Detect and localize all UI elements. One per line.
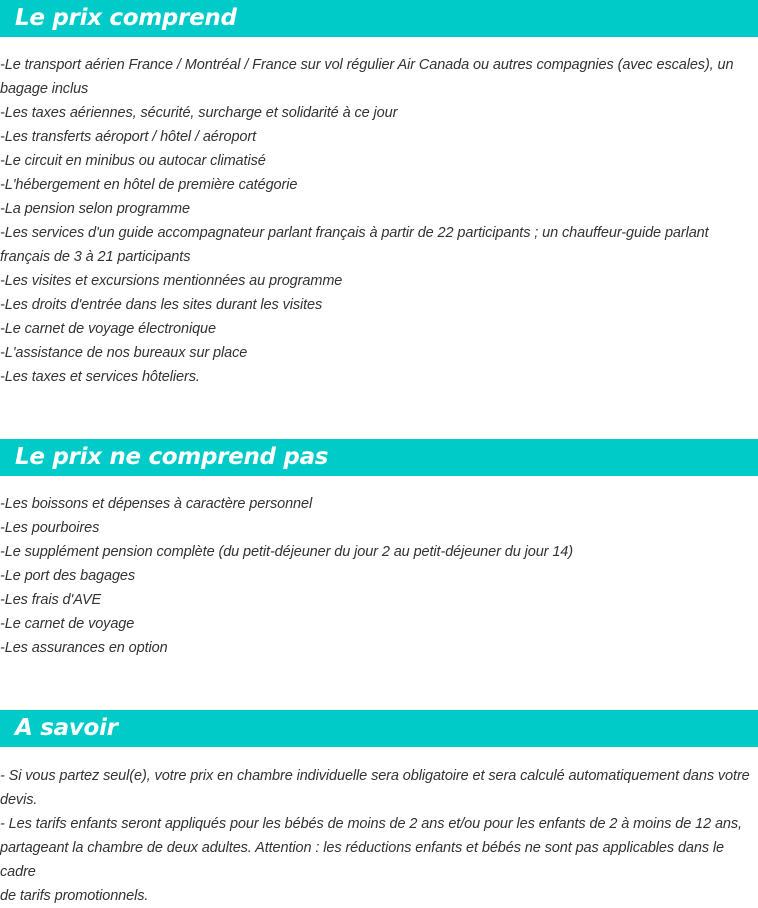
section-body-good-to-know: [0, 764, 758, 908]
section-title-good-to-know: A savoir: [0, 710, 758, 747]
list-item: -Les boissons et dépenses à caractère personnel: [0, 496, 313, 512]
list-item: -Le transport aérien France / Montréal / France sur vol régulier Air Canada ou autres compagnies (avec escales), un: [0, 57, 734, 73]
list-item: -Le carnet de voyage électronique: [0, 321, 216, 337]
section-title-price-includes: Le prix comprend: [0, 0, 758, 37]
list-item: devis.: [0, 792, 38, 808]
list-item: -Les frais d'AVE: [0, 592, 102, 608]
section-body-price-includes: [0, 53, 758, 389]
list-item: français de 3 à 21 participants: [0, 249, 191, 265]
list-item: -Le supplément pension complète (du petit-déjeuner du jour 2 au petit-déjeuner du jour 14): [0, 544, 573, 560]
list-item: -L'assistance de nos bureaux sur place: [0, 345, 248, 361]
list-item: -Les assurances en option: [0, 640, 168, 656]
list-item: -Les visites et excursions mentionnées au programme: [0, 273, 343, 289]
section-body-price-excludes: [0, 492, 758, 660]
section-good-to-know: [0, 710, 758, 908]
list-item: de tarifs promotionnels.: [0, 888, 149, 904]
list-item: -Le circuit en minibus ou autocar climatisé: [0, 153, 266, 169]
list-item: -Les services d'un guide accompagnateur parlant français à partir de 22 participants ; un chauffeur-guide parlant: [0, 225, 709, 241]
list-item: - Les tarifs enfants seront appliqués pour les bébés de moins de 2 ans et/ou pour les enfants de 2 à moins de 12 ans,: [0, 816, 742, 832]
list-item: -Les pourboires: [0, 520, 100, 536]
list-item: -Les taxes et services hôteliers.: [0, 369, 200, 385]
section-price-includes: [0, 0, 758, 389]
section-price-excludes: [0, 439, 758, 660]
list-item: -Le carnet de voyage: [0, 616, 135, 632]
list-item: -Les droits d'entrée dans les sites durant les visites: [0, 297, 323, 313]
list-item: -Les taxes aériennes, sécurité, surcharge et solidarité à ce jour: [0, 105, 398, 121]
list-item: -L'hébergement en hôtel de première catégorie: [0, 177, 298, 193]
list-item: - Si vous partez seul(e), votre prix en chambre individuelle sera obligatoire et sera calculé automatiquement dans votre: [0, 768, 750, 784]
list-item: bagage inclus: [0, 81, 89, 97]
list-item: partageant la chambre de deux adultes. Attention : les réductions enfants et bébés ne sont pas applicables dans le cadre: [0, 840, 725, 880]
list-item: -Les transferts aéroport / hôtel / aéroport: [0, 129, 257, 145]
section-title-price-excludes: Le prix ne comprend pas: [0, 439, 758, 476]
list-item: -Le port des bagages: [0, 568, 136, 584]
list-item: -La pension selon programme: [0, 201, 190, 217]
